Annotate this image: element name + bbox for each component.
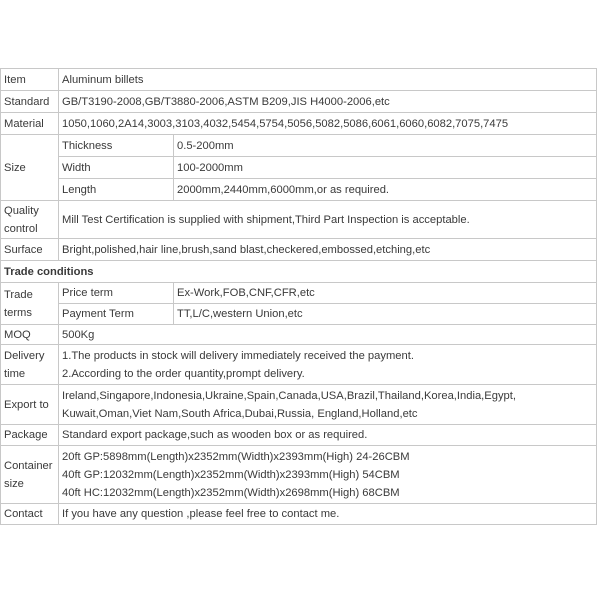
length-label: Length	[59, 179, 174, 201]
table-row	[1, 135, 597, 157]
table-row	[1, 385, 597, 425]
table-row	[1, 345, 597, 385]
quality-label-line1: Quality	[4, 204, 39, 217]
payment-term-label: Payment Term	[59, 304, 174, 325]
table-row	[1, 283, 597, 304]
table-row	[1, 325, 597, 345]
trade-terms-label-line2: terms	[4, 306, 32, 319]
delivery-label-line2: time	[4, 367, 26, 380]
table-row	[1, 446, 597, 504]
delivery-label-line1: Delivery	[4, 349, 45, 362]
table-row	[1, 157, 597, 179]
package-value: Standard export package,such as wooden box or as required.	[59, 425, 597, 446]
table-row	[1, 113, 597, 135]
quality-label-line2: control	[4, 222, 38, 235]
container-label-line1: Container	[4, 459, 53, 472]
export-label: Export to	[1, 385, 59, 425]
quality-value: Mill Test Certification is supplied with shipment,Third Part Inspection is acceptable.	[59, 201, 597, 239]
table-row	[1, 69, 597, 91]
material-label: Material	[1, 113, 59, 135]
delivery-label	[1, 345, 59, 385]
quality-label	[1, 201, 59, 239]
item-label: Item	[1, 69, 59, 91]
standard-label: Standard	[1, 91, 59, 113]
item-value: Aluminum billets	[59, 69, 597, 91]
table-row	[1, 304, 597, 325]
spec-table	[0, 68, 597, 525]
export-line2: Kuwait,Oman,Viet Nam,South Africa,Dubai,Russia, England,Holland,etc	[62, 407, 418, 420]
standard-value: GB/T3190-2008,GB/T3880-2006,ASTM B209,JIS H4000-2006,etc	[59, 91, 597, 113]
contact-value: If you have any question ,please feel free to contact me.	[59, 504, 597, 525]
material-value: 1050,1060,2A14,3003,3103,4032,5454,5754,5056,5082,5086,6061,6060,6082,7075,7475	[59, 113, 597, 135]
size-label: Size	[1, 135, 59, 201]
export-line1: Ireland,Singapore,Indonesia,Ukraine,Spain,Canada,USA,Brazil,Thailand,Korea,India,Egypt,	[62, 389, 516, 402]
moq-value: 500Kg	[59, 325, 597, 345]
contact-label: Contact	[1, 504, 59, 525]
length-value: 2000mm,2440mm,6000mm,or as required.	[174, 179, 597, 201]
width-label: Width	[59, 157, 174, 179]
surface-value: Bright,polished,hair line,brush,sand blast,checkered,embossed,etching,etc	[59, 239, 597, 261]
table-row	[1, 201, 597, 239]
table-row	[1, 179, 597, 201]
price-term-value: Ex-Work,FOB,CNF,CFR,etc	[174, 283, 597, 304]
surface-label: Surface	[1, 239, 59, 261]
container-value	[59, 446, 597, 504]
export-value	[59, 385, 597, 425]
package-label: Package	[1, 425, 59, 446]
payment-term-value: TT,L/C,western Union,etc	[174, 304, 597, 325]
delivery-line2: 2.According to the order quantity,prompt delivery.	[62, 367, 305, 380]
container-line3: 40ft HC:12032mm(Length)x2352mm(Width)x2698mm(High) 68CBM	[62, 486, 400, 499]
table-row	[1, 261, 597, 283]
trade-terms-label-line1: Trade	[4, 288, 33, 301]
table-row	[1, 91, 597, 113]
moq-label: MOQ	[1, 325, 59, 345]
thickness-value: 0.5-200mm	[174, 135, 597, 157]
trade-conditions-heading: Trade conditions	[1, 261, 597, 283]
table-row	[1, 425, 597, 446]
container-label-line2: size	[4, 477, 24, 490]
container-line1: 20ft GP:5898mm(Length)x2352mm(Width)x2393mm(High) 24-26CBM	[62, 450, 410, 463]
container-line2: 40ft GP:12032mm(Length)x2352mm(Width)x2393mm(High) 54CBM	[62, 468, 400, 481]
delivery-value	[59, 345, 597, 385]
table-row	[1, 239, 597, 261]
trade-terms-label	[1, 283, 59, 325]
thickness-label: Thickness	[59, 135, 174, 157]
price-term-label: Price term	[59, 283, 174, 304]
delivery-line1: 1.The products in stock will delivery immediately received the payment.	[62, 349, 414, 362]
table-row	[1, 504, 597, 525]
container-label	[1, 446, 59, 504]
spec-sheet	[0, 68, 596, 525]
width-value: 100-2000mm	[174, 157, 597, 179]
